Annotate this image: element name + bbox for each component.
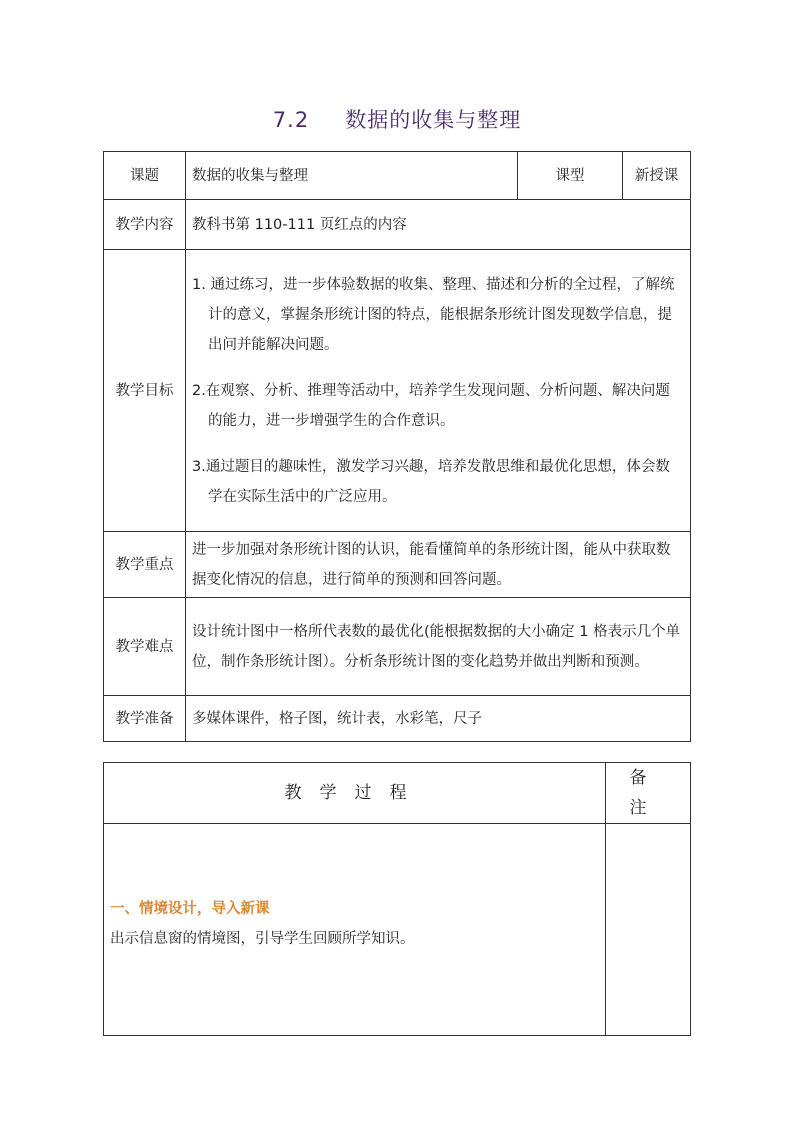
content-value: 教科书第 110-111 页红点的内容 <box>186 200 691 250</box>
prep-value: 多媒体课件，格子图，统计表，水彩笔，尺子 <box>186 696 691 742</box>
goal-item-2: 2.在观察、分析、推理等活动中，培养学生发现问题、分析问题、解决问题的能力，进一步增强学生的合作意识。 <box>192 382 670 429</box>
goals-cell <box>186 250 691 532</box>
goals-row <box>104 250 691 532</box>
title-text: 数据的收集与整理 <box>345 108 522 132</box>
difficulty-value: 设计统计图中一格所代表数的最优化(能根据数据的大小确定 1 格表示几个单位，制作条形统计图）。分析条形统计图的变化趋势并做出判断和预测。 <box>186 598 691 696</box>
section-title: 一、情境设计，导入新课 <box>110 901 270 917</box>
key-label: 教学重点 <box>104 532 186 598</box>
difficulty-label: 教学难点 <box>104 598 186 696</box>
key-value: 进一步加强对条形统计图的认识，能看懂简单的条形统计图，能从中获取数据变化情况的信息，进行简单的预测和回答问题。 <box>186 532 691 598</box>
process-body-row <box>104 824 691 1036</box>
goals-label: 教学目标 <box>104 250 186 532</box>
process-header: 教学过程 <box>104 763 606 824</box>
difficulty-row <box>104 598 691 696</box>
prep-label: 教学准备 <box>104 696 186 742</box>
topic-value: 数据的收集与整理 <box>186 152 518 200</box>
content-label: 教学内容 <box>104 200 186 250</box>
title-number: 7.2 <box>272 108 310 132</box>
page-title <box>0 104 794 134</box>
lesson-info-table <box>103 151 691 742</box>
topic-label: 课题 <box>104 152 186 200</box>
goal-item-3: 3.通过题目的趣味性，激发学习兴趣，培养发散思维和最优化思想，体会数学在实际生活中的广泛应用。 <box>192 458 670 505</box>
key-row <box>104 532 691 598</box>
goal-item-1: 1. 通过练习，进一步体验数据的收集、整理、描述和分析的全过程，了解统计的意义，掌握条形统计图的特点，能根据条形统计图发现数学信息，提出问并能解决问题。 <box>192 276 675 353</box>
process-header-row <box>104 763 691 824</box>
section-text: 出示信息窗的情境图，引导学生回顾所学知识。 <box>110 931 415 947</box>
prep-row <box>104 696 691 742</box>
notes-body <box>606 824 691 1036</box>
content-row <box>104 200 691 250</box>
notes-header: 备注 <box>606 763 691 824</box>
process-body <box>104 824 606 1036</box>
topic-row <box>104 152 691 200</box>
type-label: 课型 <box>518 152 623 200</box>
process-table <box>103 762 691 1036</box>
type-value: 新授课 <box>623 152 691 200</box>
